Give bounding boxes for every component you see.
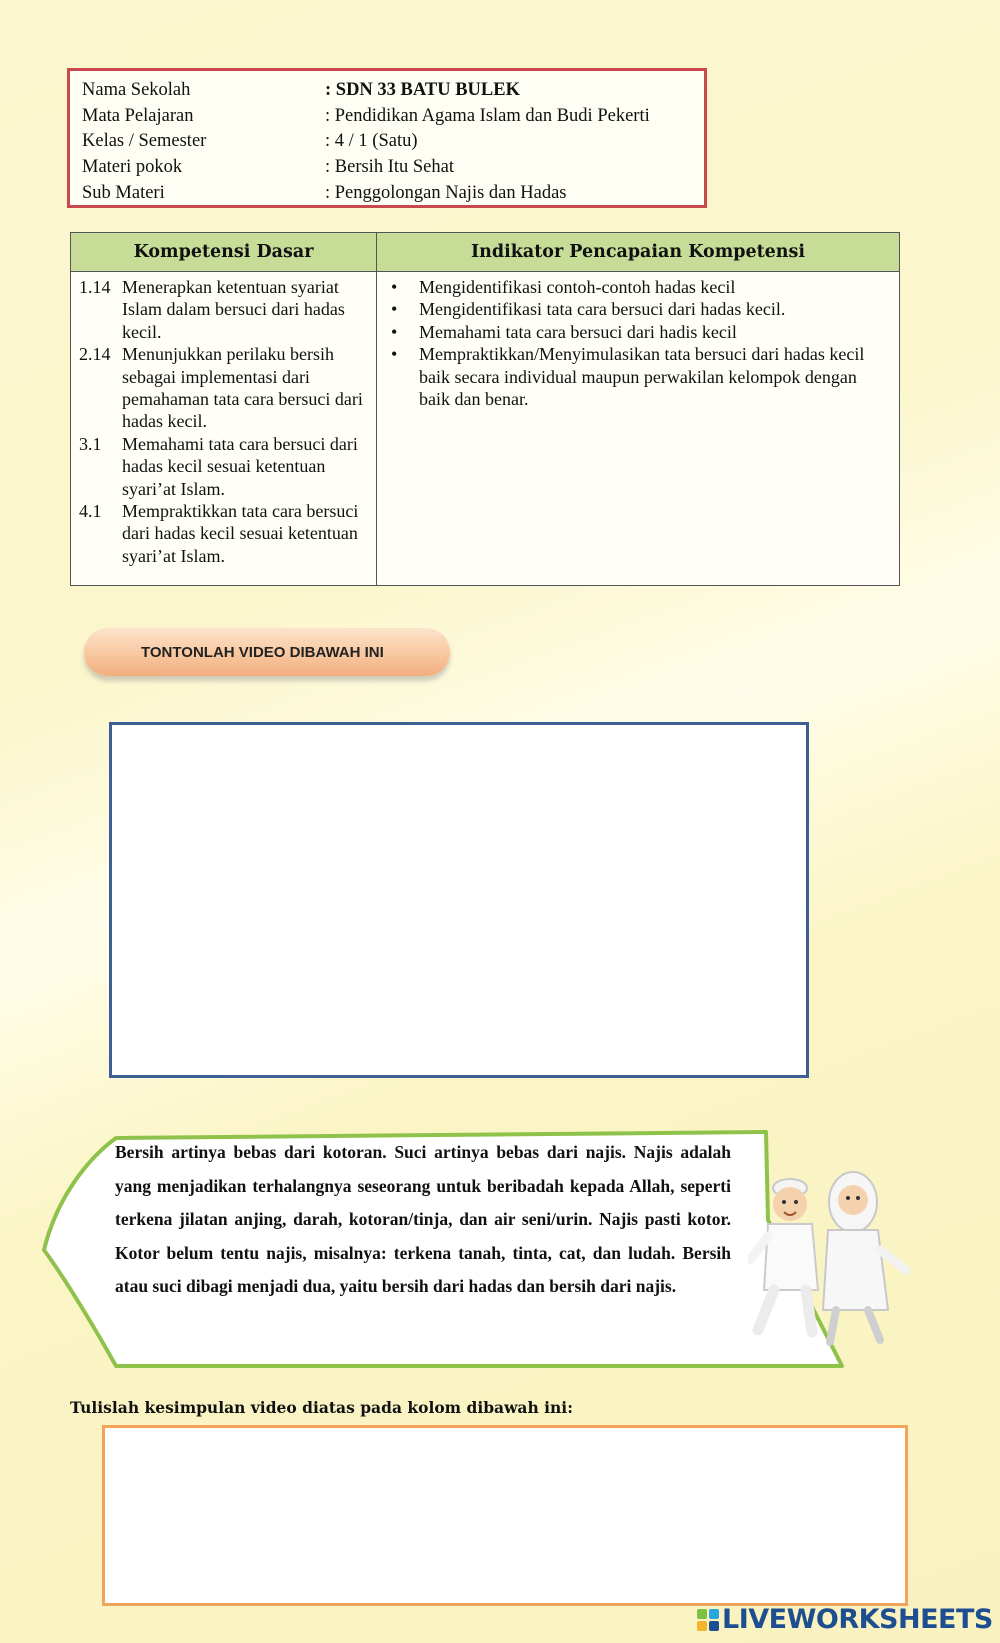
info-label: Materi pokok bbox=[82, 157, 183, 178]
indikator-text: Memahami tata cara bersuci dari hadis kecil bbox=[419, 321, 737, 342]
liveworksheets-logo bbox=[697, 1604, 993, 1635]
kd-item bbox=[79, 433, 368, 500]
table-header-indikator: Indikator Pencapaian Kompetensi bbox=[377, 233, 900, 272]
indikator-text: Mempraktikkan/Menyimulasikan tata bersuci dari hadas kecil baik secara individual maupun perwakilan kelompok dengan baik dan benar. bbox=[419, 344, 865, 410]
kd-text: Menerapkan ketentuan syariat Islam dalam bersuci dari hadas kecil. bbox=[122, 277, 345, 342]
indikator-item bbox=[385, 343, 891, 410]
kd-number: 4.1 bbox=[79, 501, 102, 522]
bubble-paragraph: Bersih artinya bebas dari kotoran. Suci artinya bebas dari najis. Najis adalah yang menjadikan terhalangnya seseorang untuk beribadah kepada Allah, seperti terkena jilatan anjing, darah, kotoran/tinja, dan air seni/urin. Najis pasti kotor. Kotor belum tentu najis, misalnya: terkena tanah, tinta, cat, dan ludah. Bersih atau suci dibagi menjadi dua, yaitu bersih dari hadas dan bersih dari najis. bbox=[115, 1142, 731, 1297]
bullet-icon: • bbox=[391, 321, 398, 342]
kd-number: 2.14 bbox=[79, 344, 111, 365]
indikator-text: Mengidentifikasi tata cara bersuci dari hadas kecil. bbox=[419, 299, 786, 320]
kd-text: Menunjukkan perilaku bersih sebagai implementasi dari pemahaman tata cara bersuci dari hadas kecil. bbox=[122, 344, 363, 432]
video-player[interactable] bbox=[109, 722, 809, 1078]
info-row-subtopic bbox=[82, 181, 692, 207]
info-row-topic bbox=[82, 155, 692, 181]
info-value: : Bersih Itu Sehat bbox=[325, 157, 454, 178]
watch-video-button[interactable]: TONTONLAH VIDEO DIBAWAH INI bbox=[84, 628, 450, 676]
bullet-icon: • bbox=[391, 344, 398, 365]
kd-number: 1.14 bbox=[79, 277, 111, 297]
info-label: Nama Sekolah bbox=[82, 80, 191, 100]
info-row-subject bbox=[82, 104, 692, 130]
indikator-item bbox=[385, 276, 891, 298]
info-label: Mata Pelajaran bbox=[82, 105, 194, 126]
kd-item bbox=[79, 500, 368, 567]
kd-number: 3.1 bbox=[79, 433, 102, 454]
info-value: : Penggolongan Najis dan Hadas bbox=[325, 182, 567, 203]
kd-item bbox=[79, 343, 368, 433]
info-box bbox=[67, 68, 707, 208]
kd-text: Memahami tata cara bersuci dari hadas kecil sesuai ketentuan syari’at Islam. bbox=[122, 433, 358, 499]
bullet-icon: • bbox=[391, 277, 398, 297]
children-illustration-icon bbox=[748, 1160, 918, 1350]
info-row-school bbox=[82, 78, 692, 104]
bullet-icon: • bbox=[391, 299, 398, 320]
kd-item bbox=[79, 276, 368, 343]
indikator-item bbox=[385, 298, 891, 320]
logo-text: LIVEWORKSHEETS bbox=[722, 1604, 993, 1635]
info-value: : Pendidikan Agama Islam dan Budi Pekerti bbox=[325, 105, 650, 126]
info-row-class bbox=[82, 129, 692, 155]
info-label: Sub Materi bbox=[82, 182, 165, 203]
liveworksheets-icon bbox=[697, 1609, 719, 1631]
info-value: : 4 / 1 (Satu) bbox=[325, 131, 418, 152]
indikator-text: Mengidentifikasi contoh-contoh hadas kecil bbox=[419, 277, 736, 297]
instruction-text: Tulislah kesimpulan video diatas pada kolom dibawah ini: bbox=[70, 1398, 573, 1417]
indikator-cell bbox=[377, 272, 900, 586]
kd-cell bbox=[71, 272, 377, 586]
answer-textbox[interactable] bbox=[102, 1425, 908, 1606]
info-value: : SDN 33 BATU BULEK bbox=[325, 80, 520, 100]
indikator-item bbox=[385, 321, 891, 343]
kd-text: Mempraktikkan tata cara bersuci dari hadas kecil sesuai ketentuan syari’at Islam. bbox=[122, 501, 359, 566]
table-header-kd: Kompetensi Dasar bbox=[71, 233, 377, 272]
info-label: Kelas / Semester bbox=[82, 131, 207, 152]
competency-table bbox=[70, 232, 900, 586]
